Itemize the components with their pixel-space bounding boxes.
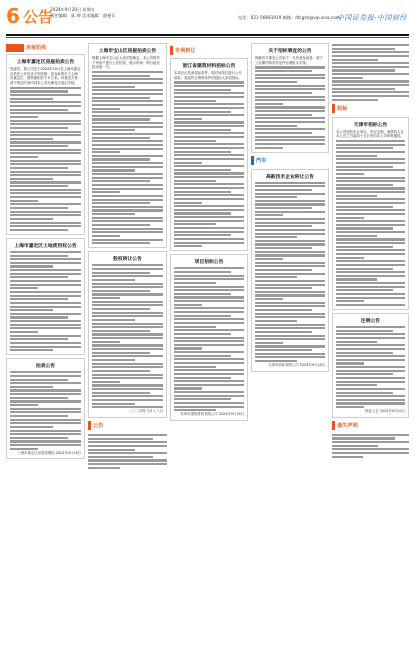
notice-title: 高新技术企业转让公告 [266, 174, 314, 180]
notice [170, 58, 248, 251]
column-4 [251, 43, 329, 640]
notice [88, 251, 167, 418]
notice-signature: 二〇二四年九月十八日 [129, 409, 163, 414]
header-rule-thin [6, 37, 409, 38]
notice [88, 43, 167, 248]
editor-line: 责任编辑：陈 理 美术编辑：俞曼乐 [50, 12, 116, 18]
notice [251, 169, 329, 372]
notice [170, 254, 248, 421]
notice-title: 浙江省建筑材料招标公告 [182, 64, 236, 69]
notice-title: 股权转让公告 [113, 257, 142, 263]
section-tag: 房屋拍卖 [6, 43, 85, 52]
issue-date: 2024年9月20日 星期五 [50, 7, 96, 12]
section-banner: 招标 [332, 104, 409, 114]
notice-title: 注销公告 [360, 319, 381, 325]
page-number: 6 [6, 4, 20, 28]
notice-body: 本项目已具备招标条件，现对该项目进行公开招标，欢迎符合资格条件的投标人参加投标。 [174, 71, 242, 80]
column-3 [170, 43, 248, 640]
notice-signature: 特此公告 2024年9月20日 [365, 409, 405, 414]
notice-signature: 杭州市建筑材料有限公司 2024年9月18日 [180, 412, 244, 417]
notice [6, 358, 85, 459]
section-banner: 公告 [88, 421, 167, 431]
notice-body: 本公司经股东会决议，决定注销。请债权人自本公告之日起四十五日内向本公司申报债权。 [336, 129, 404, 139]
notice-title: 拍卖公告 [35, 364, 56, 370]
notice-title: 上海市嘉定区土地使用权公告 [14, 243, 77, 249]
notice-signature: 天津市招标有限公司 2024年9月18日 [268, 363, 325, 368]
column-2 [88, 43, 167, 640]
section-banner: 汽车 [251, 156, 329, 166]
notice [251, 43, 329, 153]
notice-title: 项目招标公告 [194, 260, 224, 266]
notice-body: 受委托，我公司定于2024年10月在上海市嘉定区依法公开拍卖下列房屋：拍卖标的位于上海市嘉定区，建筑面积若干平方米。有意竞买者请于规定时间内到本公司办理竞买登记手续。 [10, 67, 81, 86]
section-banner: 遗失声明 [332, 421, 409, 431]
notice [332, 117, 409, 310]
brand-logo: 中国证券报·中国财经 [336, 14, 407, 22]
notice-signature: 上海市嘉定区房屋管理局 2024年9月18日 [17, 450, 81, 455]
notice-title: 上海市嘉定区房屋拍卖公告 [16, 60, 75, 65]
notice [6, 54, 85, 235]
header-rule [6, 34, 409, 36]
notice-body: 根据上海市宝山区人民法院裁定，本公司将对下列房产进行公开拍卖，展示时间：即日起至拍卖前一日。 [92, 56, 160, 70]
notice-title: 天津市招标公告 [353, 122, 388, 128]
section-banner: 专利转让 [170, 45, 248, 55]
notice-title: 上海市宝山区房屋拍卖公告 [98, 49, 157, 54]
notice [332, 313, 409, 418]
issue-info [50, 7, 140, 18]
notice-title: 关于招标事宜的公告 [268, 49, 312, 54]
notice [6, 238, 85, 355]
section-name: 公告 [23, 8, 54, 26]
column-1 [6, 43, 85, 640]
contact-line: 电话：021-56691919 邮箱：dfcgsh@vip.sina.com [238, 15, 340, 20]
column-5 [332, 43, 409, 640]
notice-body: 现就有关事宜公告如下：凡有意参加者，请于公告期内持有效证件办理报名手续。 [255, 56, 323, 65]
